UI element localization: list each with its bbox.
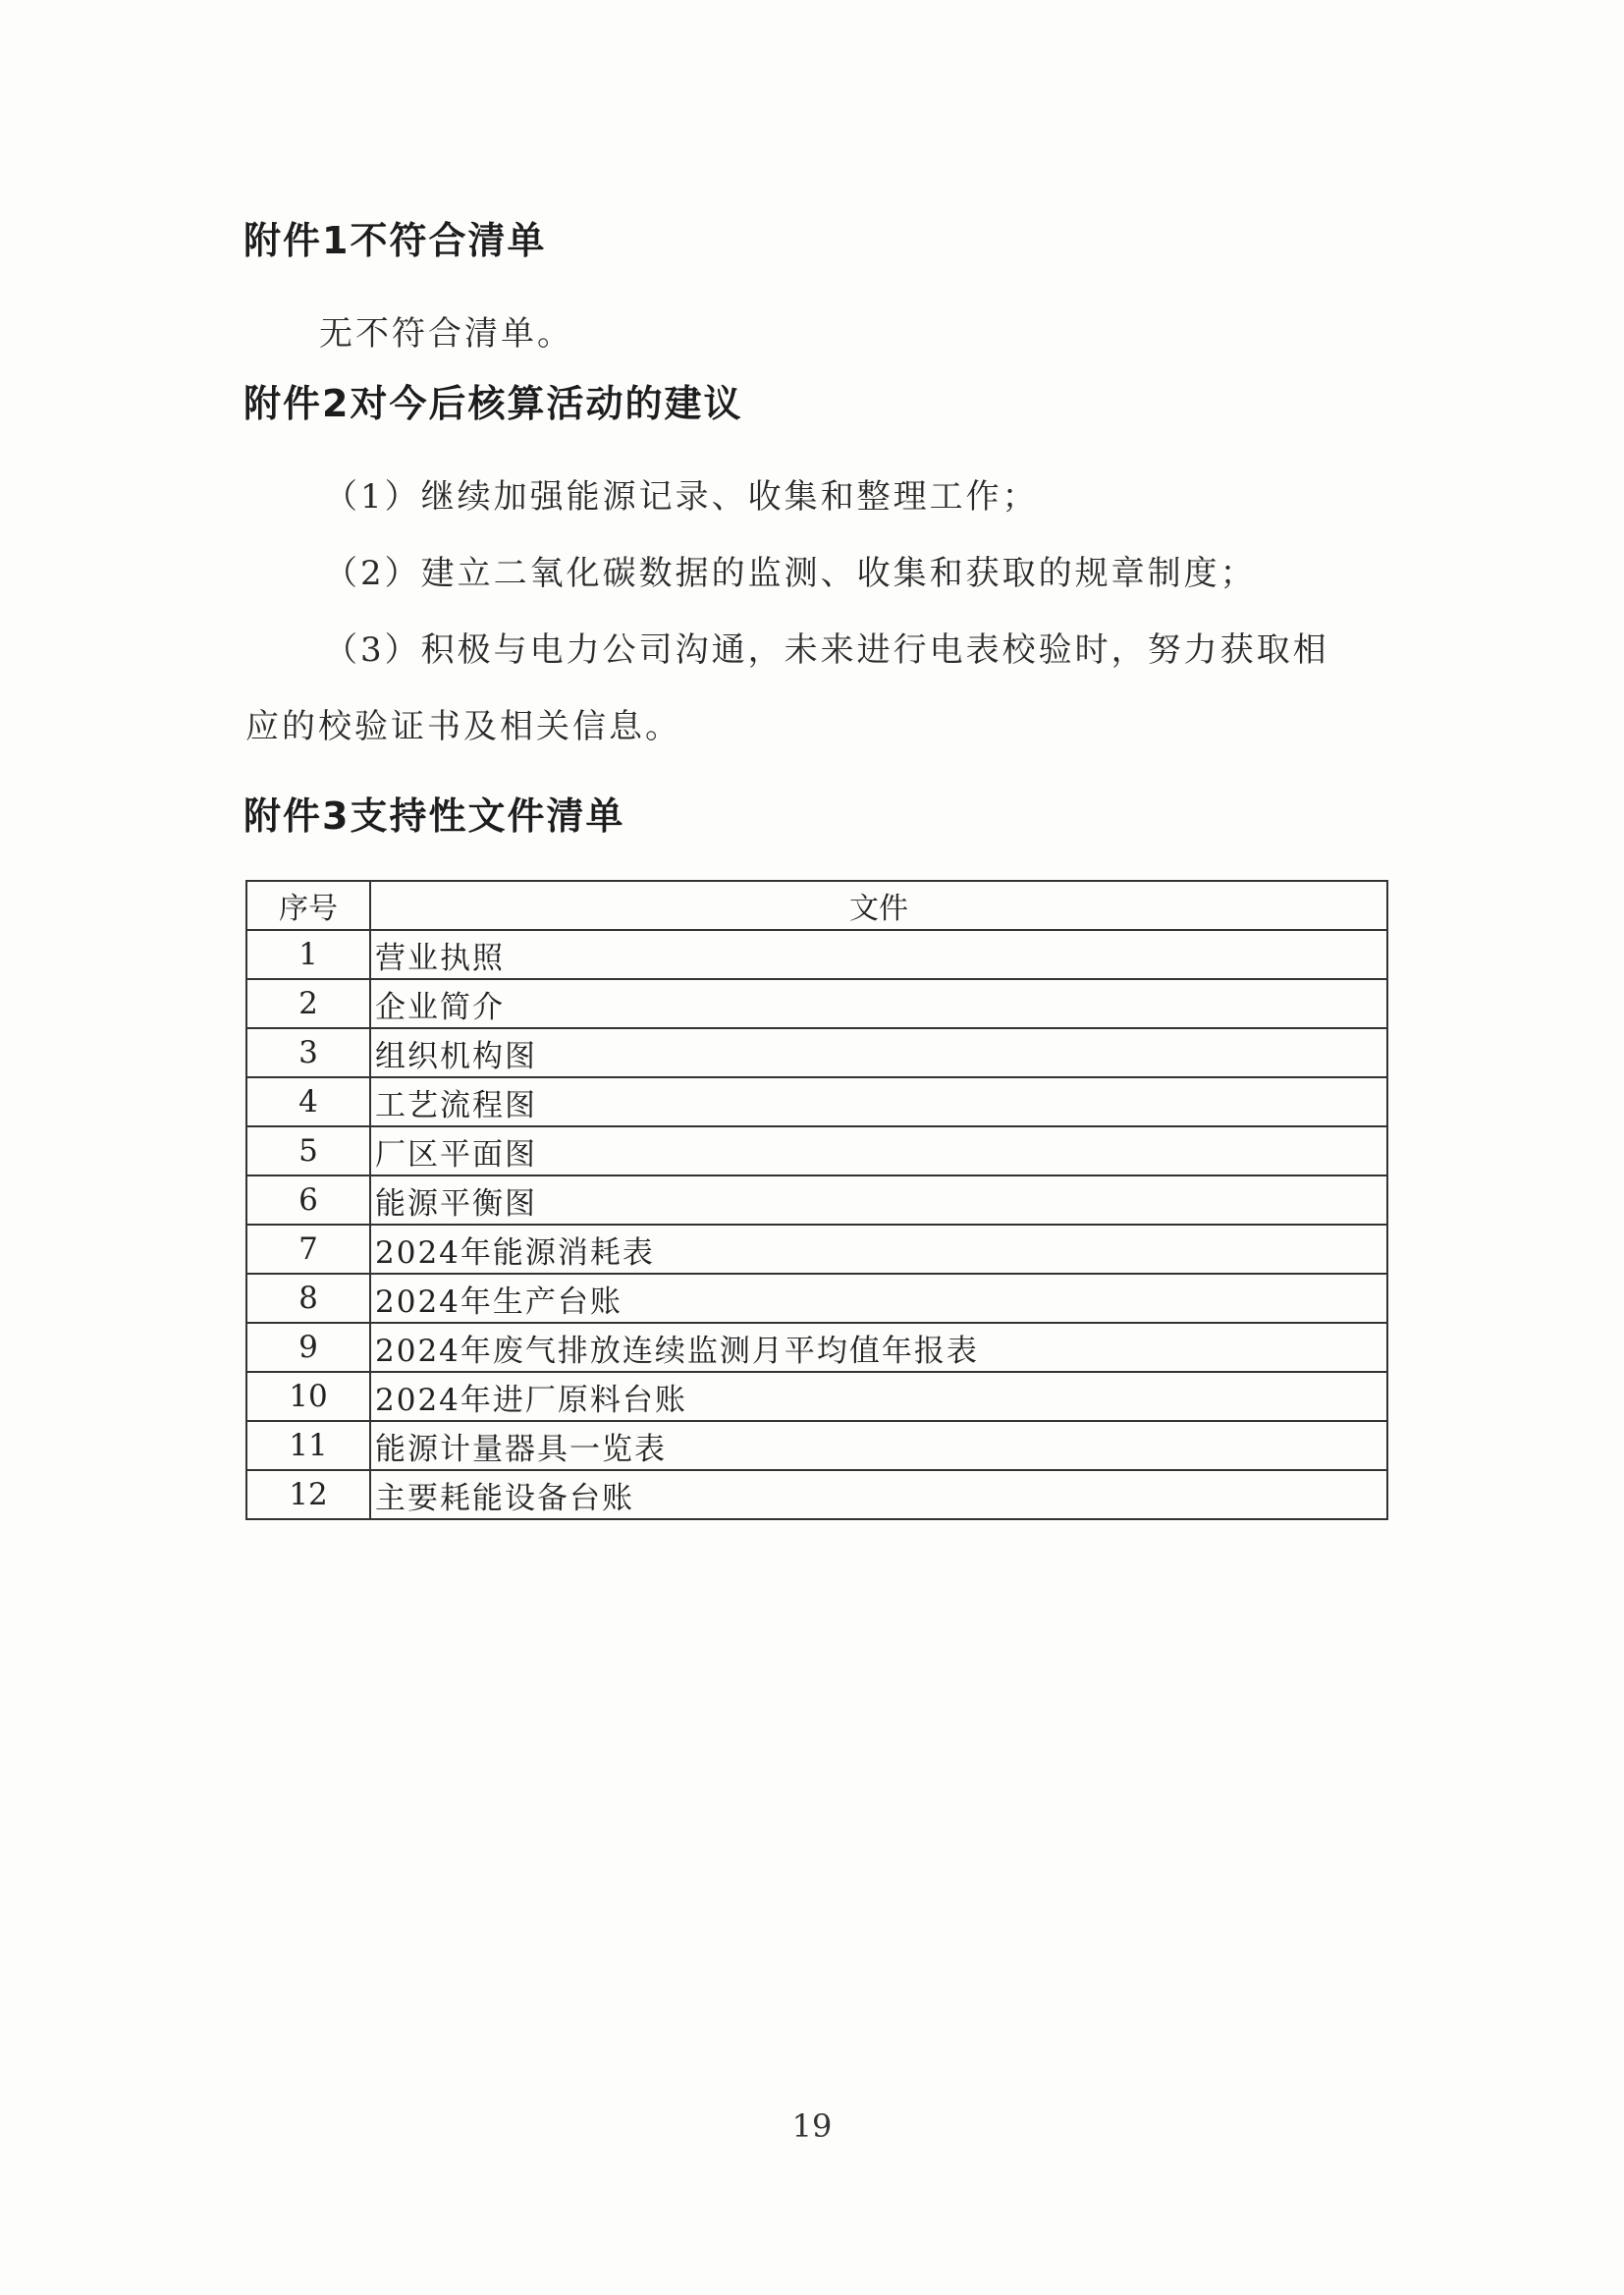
row-number: 12 xyxy=(246,1470,370,1519)
table-row xyxy=(246,930,1387,979)
file-name: 2024年生产台账 xyxy=(370,1274,1387,1323)
row-number: 10 xyxy=(246,1372,370,1421)
suggestion-item: （2）建立二氧化碳数据的监测、收集和获取的规章制度； xyxy=(324,554,1257,593)
suggestion-item: （1）继续加强能源记录、收集和整理工作； xyxy=(324,477,1039,517)
column-header-number: 序号 xyxy=(246,881,370,930)
annex2-title: 附件2对今后核算活动的建议 xyxy=(244,382,743,425)
column-header-file: 文件 xyxy=(370,881,1387,930)
suggestion-item-continued: 应的校验证书及相关信息。 xyxy=(245,707,681,746)
row-number: 5 xyxy=(246,1126,370,1175)
table-row xyxy=(246,1028,1387,1077)
file-name: 营业执照 xyxy=(370,930,1387,979)
file-name: 能源平衡图 xyxy=(370,1175,1387,1225)
table-row xyxy=(246,1175,1387,1225)
row-number: 9 xyxy=(246,1323,370,1372)
file-name: 主要耗能设备台账 xyxy=(370,1470,1387,1519)
row-number: 7 xyxy=(246,1225,370,1274)
file-name: 2024年废气排放连续监测月平均值年报表 xyxy=(370,1323,1387,1372)
file-name: 工艺流程图 xyxy=(370,1077,1387,1126)
supporting-documents-table xyxy=(245,880,1388,1520)
table-row xyxy=(246,1421,1387,1470)
row-number: 11 xyxy=(246,1421,370,1470)
annex1-title: 附件1不符合清单 xyxy=(244,219,547,262)
row-number: 6 xyxy=(246,1175,370,1225)
table-row xyxy=(246,979,1387,1028)
row-number: 8 xyxy=(246,1274,370,1323)
suggestion-item: （3）积极与电力公司沟通，未来进行电表校验时，努力获取相 xyxy=(324,630,1329,670)
file-name: 2024年能源消耗表 xyxy=(370,1225,1387,1274)
annex3-title: 附件3支持性文件清单 xyxy=(244,794,625,838)
page-number: 19 xyxy=(791,2107,833,2145)
file-name: 组织机构图 xyxy=(370,1028,1387,1077)
table-header-row xyxy=(246,881,1387,930)
table-row xyxy=(246,1470,1387,1519)
table-row xyxy=(246,1372,1387,1421)
file-name: 企业简介 xyxy=(370,979,1387,1028)
row-number: 3 xyxy=(246,1028,370,1077)
file-name: 2024年进厂原料台账 xyxy=(370,1372,1387,1421)
file-name: 厂区平面图 xyxy=(370,1126,1387,1175)
table-row xyxy=(246,1126,1387,1175)
annex1-body: 无不符合清单。 xyxy=(319,314,573,354)
table-row xyxy=(246,1323,1387,1372)
table-row xyxy=(246,1274,1387,1323)
table-row xyxy=(246,1077,1387,1126)
row-number: 2 xyxy=(246,979,370,1028)
row-number: 1 xyxy=(246,930,370,979)
table-row xyxy=(246,1225,1387,1274)
file-name: 能源计量器具一览表 xyxy=(370,1421,1387,1470)
row-number: 4 xyxy=(246,1077,370,1126)
